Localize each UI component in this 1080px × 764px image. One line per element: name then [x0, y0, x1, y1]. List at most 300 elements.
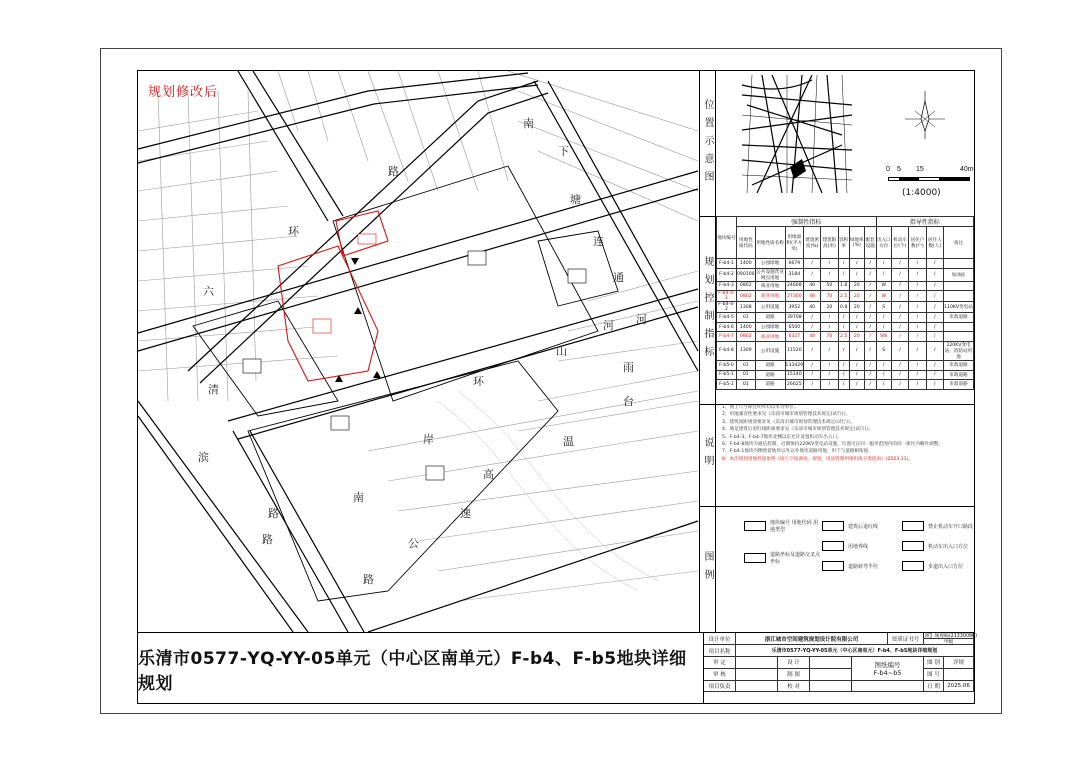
table-cell: F-b4-1: [717, 259, 737, 269]
scale-graphic: [888, 177, 970, 181]
table-cell: 6327: [785, 332, 804, 342]
table-cell: [944, 291, 974, 302]
col-header: 用地性质代码: [737, 227, 756, 259]
col-header: 备注: [944, 227, 974, 259]
table-cell: [944, 281, 974, 291]
road-label: 台: [623, 395, 634, 408]
table-cell: /: [926, 322, 943, 332]
table-cell: /: [891, 259, 908, 269]
table-cell: /: [821, 341, 838, 360]
table-cell: 110KV变电站: [944, 302, 974, 313]
project-name: 乐清市0577-YQ-YY-05单元（中心区南单元）F-b4、F-b5地块详细规划: [736, 645, 974, 657]
table-row: [717, 291, 974, 302]
road-label: 环: [288, 225, 299, 238]
road-label: 路: [262, 533, 273, 546]
legend-label: 建筑后退红线: [848, 523, 879, 530]
table-cell: /: [864, 322, 876, 332]
col-header: 建筑限高(米): [821, 227, 838, 259]
table-body: [717, 259, 974, 390]
table-cell: 道路: [755, 370, 785, 380]
table-cell: 20: [849, 291, 864, 302]
table-cell: 市政道路: [944, 313, 974, 323]
road-radius-icon: [822, 561, 844, 571]
table-cell: 道路: [755, 380, 785, 390]
title-block: [138, 632, 977, 703]
entry-triangles: [335, 258, 381, 382]
table-cell: F-b4-4-2: [718, 302, 735, 313]
table-cell: /: [864, 268, 876, 281]
col-header: 配套设施: [864, 227, 876, 259]
table-cell: /: [926, 302, 943, 313]
road-label: 环: [473, 375, 484, 388]
table-row: [717, 360, 974, 370]
table-cell: [944, 259, 974, 269]
table-cell: /: [909, 281, 926, 291]
table-cell: /: [876, 360, 891, 370]
legend-item: [744, 519, 822, 533]
table-cell: 市政道路: [944, 370, 974, 380]
col-header: 地块编号: [717, 217, 737, 259]
table-cell: 道路: [755, 313, 785, 323]
table-cell: 01: [737, 360, 756, 370]
building-line-icon: [822, 521, 844, 531]
table-cell: 40: [804, 302, 821, 313]
table-cell: /: [838, 268, 849, 281]
table-cell: /: [821, 259, 838, 269]
col-header: 居住人数(人): [926, 227, 943, 259]
table-cell: 2.5: [838, 291, 849, 302]
table-cell: 0802: [737, 291, 756, 302]
road-label: 雨: [623, 361, 634, 374]
table-cell: /: [804, 259, 821, 269]
side-panel: [700, 71, 974, 632]
table-cell: /: [804, 268, 821, 281]
tb-label: 图 号: [924, 669, 944, 681]
table-cell: /: [838, 341, 849, 360]
drawing-number-box: [852, 657, 924, 681]
parcel-boundaries: [193, 166, 618, 601]
tb-label: 资质证书号: [888, 633, 924, 645]
table-cell: 27300: [785, 291, 804, 302]
legend-item: [822, 541, 868, 551]
table-cell: F-b4-2: [717, 268, 737, 281]
table-cell: /: [926, 341, 943, 360]
tb-value: [736, 669, 778, 681]
table-cell: 市政道路: [944, 360, 974, 370]
road-label: 清: [208, 383, 219, 396]
table-cell: 公园绿地: [755, 259, 785, 269]
note-item: 8、本次规划用地性质参照《国土空间调查、规划、用途管制用地用海分类指南》(2023.11)。: [722, 456, 913, 462]
table-row: [717, 281, 974, 291]
table-cell: /: [909, 341, 926, 360]
section-notes-title: 说明: [700, 404, 716, 506]
road-label: 通: [613, 271, 624, 284]
table-row: [717, 322, 974, 332]
scale-tick: 40m: [960, 166, 974, 173]
table-cell: 1.8: [838, 281, 849, 291]
table-cell: /: [864, 332, 876, 342]
tb-value: [736, 657, 778, 669]
table-cell: 39708: [785, 313, 804, 323]
legend-label: 禁止机动车开口路段: [928, 523, 974, 530]
table-cell: S: [876, 341, 891, 360]
tb-value: [736, 681, 778, 693]
table-cell: /: [864, 302, 876, 313]
road-label: 滨: [198, 451, 209, 464]
table-cell: /: [804, 370, 821, 380]
table-cell: /: [891, 332, 908, 342]
design-unit: 浙江城市空间建筑规划设计院有限公司: [736, 633, 888, 645]
legend-item: [744, 551, 822, 565]
table-cell: F-b5-1: [717, 370, 737, 380]
road-label: 路: [268, 507, 279, 520]
table-cell: F-b4-7: [717, 332, 737, 342]
table-cell: 01: [737, 370, 756, 380]
tb-label: 校 对: [778, 681, 810, 693]
table-cell: /: [804, 341, 821, 360]
road-label: 山: [556, 345, 567, 358]
table-cell: 01: [737, 313, 756, 323]
table-cell: 20: [821, 302, 838, 313]
table-cell: 市政道路: [944, 380, 974, 390]
table-cell: 公用设施: [755, 302, 785, 313]
table-cell: /: [849, 259, 864, 269]
table-cell: 11520: [785, 341, 804, 360]
legend-label: 机动车出入口方位: [928, 543, 969, 550]
planning-map: [138, 71, 700, 632]
table-cell: /: [876, 380, 891, 390]
table-cell: /: [909, 360, 926, 370]
table-cell: /: [891, 360, 908, 370]
table-cell: /: [891, 268, 908, 281]
table-cell: 道路: [755, 360, 785, 370]
table-cell: /: [891, 370, 908, 380]
table-cell: /: [838, 322, 849, 332]
table-cell: /: [838, 313, 849, 323]
legend-label: 用地界线: [848, 543, 869, 550]
table-cell: /: [876, 259, 891, 269]
table-cell: /: [821, 268, 838, 281]
drawing-type: 详规: [944, 657, 974, 669]
table-cell: 133429: [785, 360, 804, 370]
table-cell: 2.5: [838, 332, 849, 342]
table-cell: /: [838, 370, 849, 380]
tb-label: 日 期: [924, 681, 944, 693]
tb-value: [810, 681, 852, 693]
table-cell: 24608: [785, 281, 804, 291]
legend-label: 道路坐标及道路交叉点坐标: [770, 552, 821, 565]
table-cell: /: [838, 259, 849, 269]
note-item: 1、图上尺寸除注明外均以米为单位。: [722, 405, 799, 410]
scale-text: (1:4000): [902, 188, 941, 198]
table-cell: /: [891, 380, 908, 390]
table-cell: /: [876, 322, 891, 332]
road-label: 六: [203, 285, 214, 298]
table-cell: 01: [737, 380, 756, 390]
road-label: 塘: [570, 193, 581, 206]
table-cell: /: [864, 291, 876, 302]
table-row: [717, 332, 974, 342]
road-label: 岸: [423, 433, 434, 446]
road-label: 河: [603, 319, 614, 332]
table-cell: [944, 322, 974, 332]
drawing-number: F-b4~b5: [873, 668, 902, 677]
legend-item: [902, 521, 973, 531]
note-item: 2、用地兼容性要求见《乐清市城市规划管理技术规定(试行)》。: [722, 412, 851, 418]
table-cell: 220KV变电站，消防站用地: [944, 342, 973, 360]
table-cell: /: [891, 302, 908, 313]
legend-item: [822, 561, 878, 571]
pedestrian-entry-icon: [902, 561, 924, 571]
note-item: 3、建筑间距规划要求见《乐清市城市规划管理技术规定(试行)》。: [722, 419, 855, 425]
table-cell: /: [909, 291, 926, 302]
road-label: 路: [388, 165, 399, 178]
table-cell: 3184: [785, 268, 804, 281]
table-row: [717, 313, 974, 323]
control-table: [716, 216, 974, 390]
table-cell: /: [864, 341, 876, 360]
tb-label: 审 定: [704, 657, 736, 669]
table-cell: /: [821, 322, 838, 332]
table-row: [717, 341, 974, 360]
table-cell: /: [909, 380, 926, 390]
table-cell: 0802: [737, 281, 756, 291]
table-cell: 公用设施: [755, 341, 785, 360]
legend-label: 道路转弯半径: [848, 563, 879, 570]
table-cell: 20: [849, 332, 864, 342]
table-cell: /: [909, 302, 926, 313]
table-cell: 公园绿地: [755, 322, 785, 332]
table-cell: /: [926, 268, 943, 281]
table-cell: F-b5-2: [717, 380, 737, 390]
table-row: [717, 370, 974, 380]
table-cell: /: [891, 341, 908, 360]
tb-value: [810, 669, 852, 681]
table-cell: /: [849, 268, 864, 281]
revised-stamp: 规划修改后: [148, 85, 219, 100]
table-cell: SW: [876, 332, 891, 342]
table-cell: W: [876, 291, 891, 302]
table-cell: /: [926, 332, 943, 342]
group-mandatory: 强制性指标: [737, 217, 877, 227]
table-cell: /: [926, 313, 943, 323]
table-cell: 50: [821, 281, 838, 291]
vehicle-entry-icon: [902, 541, 924, 551]
road-label: 河: [636, 313, 647, 326]
table-cell: /: [804, 322, 821, 332]
table-cell: S: [876, 302, 891, 313]
table-cell: F-b4-6: [717, 322, 737, 332]
table-cell: 20: [849, 302, 864, 313]
table-cell: /: [909, 322, 926, 332]
table-cell: /: [838, 380, 849, 390]
legend-item: [902, 561, 963, 571]
col-header: 用地面积(平方米): [785, 227, 804, 259]
tb-label: 制 图: [778, 669, 810, 681]
table-cell: 1308: [737, 302, 756, 313]
table-cell: 公共设施营业网点用地: [756, 269, 784, 281]
drawing-title: 乐清市0577-YQ-YY-05单元（中心区南单元）F-b4、F-b5地块详细规划: [138, 633, 704, 704]
table-cell: F-b4-8: [717, 341, 737, 360]
tb-value: [852, 681, 924, 693]
cert-grade: 甲级: [924, 639, 974, 645]
table-cell: /: [864, 259, 876, 269]
divider: [700, 506, 974, 507]
table-cell: 40: [804, 332, 821, 342]
table-cell: /: [821, 370, 838, 380]
table-cell: /: [909, 268, 926, 281]
tb-label: 项目负责: [704, 681, 736, 693]
col-header: 出入口方位: [876, 227, 891, 259]
tb-value: [810, 657, 852, 669]
table-cell: /: [891, 291, 908, 302]
road-label: 连: [593, 235, 604, 248]
table-cell: /: [909, 313, 926, 323]
table-cell: /: [849, 341, 864, 360]
table-cell: 70: [821, 332, 838, 342]
scale-bar: [886, 166, 976, 176]
table-cell: /: [891, 281, 908, 291]
table-cell: /: [821, 380, 838, 390]
cert-number: 【浙】城规编(21330086): [920, 634, 977, 639]
tb-label: 图 别: [924, 657, 944, 669]
table-cell: /: [804, 360, 821, 370]
table-row: [717, 302, 974, 313]
table-cell: /: [864, 313, 876, 323]
tb-label: 审 核: [704, 669, 736, 681]
table-cell: 15140: [785, 370, 804, 380]
table-cell: /: [849, 322, 864, 332]
table-cell: 6500: [785, 322, 804, 332]
road-label: 速: [460, 507, 471, 520]
table-cell: /: [849, 380, 864, 390]
col-header: 居住户数(户): [909, 227, 926, 259]
map-drawing: [138, 71, 700, 632]
group-guiding: 指导性指标: [876, 217, 973, 227]
legend-item: [902, 541, 968, 551]
section-control-title: 规划控制指标: [700, 216, 716, 404]
table-cell: /: [804, 380, 821, 390]
table-cell: F-b4-5: [717, 313, 737, 323]
table-cell: /: [891, 313, 908, 323]
table-cell: /: [926, 360, 943, 370]
table-cell: 090100: [737, 268, 756, 281]
table-cell: 70: [821, 291, 838, 302]
legend-label: 步道出入口方位: [928, 563, 964, 570]
table-group-row: [717, 217, 974, 227]
notes-list: [722, 404, 970, 463]
table-cell: /: [926, 370, 943, 380]
road-label: 路: [363, 573, 374, 586]
col-header: 用地性质名称: [755, 227, 785, 259]
tb-label: 设 计: [778, 657, 810, 669]
table-row: [717, 268, 974, 281]
col-header: 机动车位(个): [891, 227, 908, 259]
table-cell: 20: [849, 281, 864, 291]
table-cell: 6679: [785, 259, 804, 269]
tb-label: 设计单位: [704, 633, 736, 645]
table-cell: 1309: [737, 341, 756, 360]
table-cell: 3952: [785, 302, 804, 313]
table-cell: [944, 332, 974, 342]
legend-label: 地块编号 用地代码 用地类型: [770, 520, 819, 533]
road-label: 温: [563, 435, 574, 448]
scale-tick: 5: [897, 166, 901, 173]
note-item: 5、F-b4-3、F-b4-7地块北侧以东允许设置机动车出入口。: [722, 434, 842, 440]
col-header: 建筑密度(%): [804, 227, 821, 259]
table-cell: /: [864, 281, 876, 291]
table-cell: F-b4-3: [717, 281, 737, 291]
table-cell: 40: [804, 281, 821, 291]
table-cell: /: [849, 313, 864, 323]
table-cell: /: [876, 370, 891, 380]
table-cell: 1400: [737, 259, 756, 269]
table-cell: /: [909, 259, 926, 269]
table-cell: 40: [804, 291, 821, 302]
table-cell: /: [804, 313, 821, 323]
table-cell: /: [891, 322, 908, 332]
urban-fabric: [138, 71, 698, 601]
legend-item: [822, 521, 878, 531]
table-cell: /: [926, 380, 943, 390]
scale-tick: 15: [916, 166, 924, 173]
title-block-grid: [704, 633, 977, 704]
road-label: 南: [523, 117, 534, 130]
tb-label: 项目名称: [704, 645, 736, 657]
table-cell: 商业用地: [755, 291, 785, 302]
table-cell: /: [876, 268, 891, 281]
road-label: 公: [408, 537, 419, 550]
north-arrow-icon: [905, 91, 945, 141]
table-cell: W: [876, 281, 891, 291]
table-cell: /: [838, 360, 849, 370]
note-item: 4、满足建筑后退红线距离要求见《乐清市城市规划管理技术规定(试行)》。: [722, 427, 874, 433]
section-legend-title: 图例: [700, 506, 716, 632]
col-header: 绿地率(%): [849, 227, 864, 259]
drawing-date: 2025.06: [944, 681, 974, 693]
table-cell: /: [864, 360, 876, 370]
table-cell: /: [909, 370, 926, 380]
col-header: 容积率: [838, 227, 849, 259]
table-cell: 0802: [737, 332, 756, 342]
tb-value: [944, 669, 974, 681]
table-cell: 1400: [737, 322, 756, 332]
table-cell: 商业用地: [755, 281, 785, 291]
table-header-row: [717, 227, 974, 259]
table-cell: /: [821, 360, 838, 370]
location-thumbnail: [742, 75, 852, 193]
note-item: 6、F-b4-8地块为通信控制，近期保持220KV变电站设施，位置可在同一服务范围内的同一街区内略作调整。: [722, 442, 943, 448]
road-label: 高: [483, 468, 494, 481]
table-cell: 加油站: [944, 268, 974, 281]
table-cell: F-b5-0: [717, 360, 737, 370]
road-label: 南: [353, 491, 364, 504]
table-cell: /: [876, 313, 891, 323]
table-cell: 商业用地: [755, 332, 785, 342]
table-cell: /: [926, 259, 943, 269]
tb-label: 图纸编号: [874, 660, 901, 669]
boundary-icon: [822, 541, 844, 551]
table-cell: /: [849, 360, 864, 370]
parcel-code-icon: [744, 521, 766, 531]
table-cell: /: [821, 313, 838, 323]
table-cell: /: [926, 291, 943, 302]
table-cell: F-b4-4-1: [718, 291, 735, 302]
road-label: 下: [558, 145, 569, 158]
table-row: [717, 380, 974, 390]
table-cell: /: [926, 281, 943, 291]
table-cell: /: [849, 370, 864, 380]
